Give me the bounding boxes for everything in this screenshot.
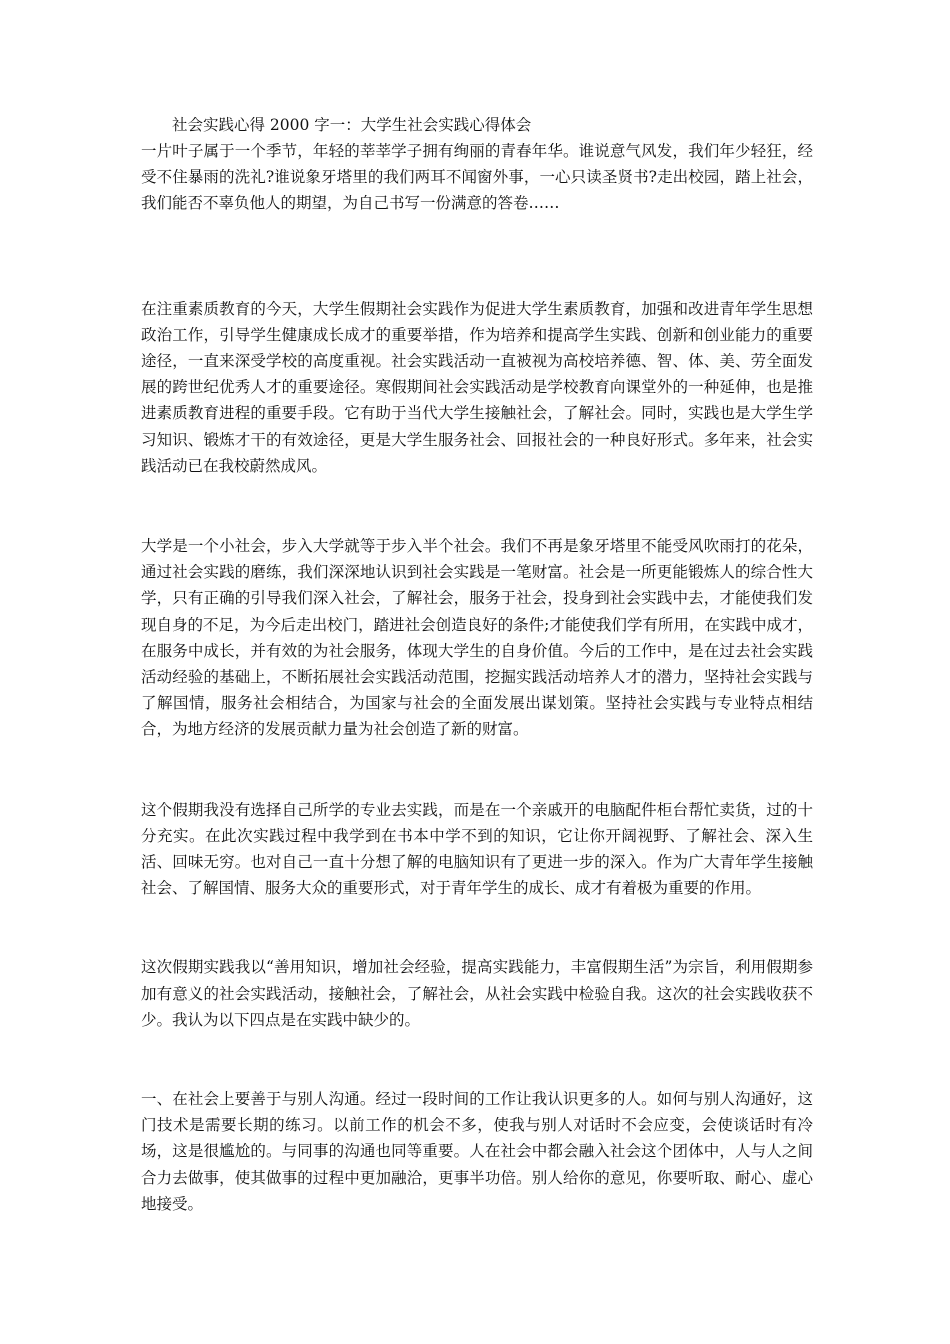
paragraph-university-society: 大学是一个小社会，步入大学就等于步入半个社会。我们不再是象牙塔里不能受风吹雨打的花朵，通过社会实践的磨练，我们深深地认识到社会实践是一笔财富。社会是一所更能锻炼人的综合性大学，只有正确的引导我们深入社会，了解社会，服务于社会，投身到社会实践中去，才能使我们发现自身的不足，为今后走出校门，踏进社会创造良好的条件;才能使我们学有所用，在实践中成才，在服务中成长，并有效的为社会服务，体现大学生的自身价值。今后的工作中，是在过去社会实践活动经验的基础上，不断拓展社会实践活动范围，挖掘实践活动培养人才的潜力，坚持社会实践与了解国情，服务社会相结合，为国家与社会的全面发展出谋划策。坚持社会实践与专业特点相结合，为地方经济的发展贡献力量为社会创造了新的财富。 [141,537,813,739]
paragraph-intro: 一片叶子属于一个季节，年轻的莘莘学子拥有绚丽的青春年华。谁说意气风发，我们年少轻狂，经受不住暴雨的洗礼?谁说象牙塔里的我们两耳不闻窗外事，一心只读圣贤书?走出校园，踏上社会，我们能否不辜负他人的期望，为自己书写一份满意的答卷…… [141,142,813,213]
document-title: 社会实践心得 2000 字一：大学生社会实践心得体会 [172,116,532,134]
paragraph-holiday-practice: 这个假期我没有选择自己所学的专业去实践，而是在一个亲戚开的电脑配件柜台帮忙卖货，过的十分充实。在此次实践过程中我学到在书本中学不到的知识，它让你开阔视野、了解社会、深入生活、回味无穷。也对自己一直十分想了解的电脑知识有了更进一步的深入。作为广大青年学生接触社会、了解国情、服务大众的重要形式，对于青年学生的成长、成才有着极为重要的作用。 [141,800,813,898]
document-page [141,112,813,1217]
paragraph-quality-education: 在注重素质教育的今天，大学生假期社会实践作为促进大学生素质教育，加强和改进青年学生思想政治工作，引导学生健康成长成才的重要举措，作为培养和提高学生实践、创新和创业能力的重要途径，一直来深受学校的高度重视。社会实践活动一直被视为高校培养德、智、体、美、劳全面发展的跨世纪优秀人才的重要途径。寒假期间社会实践活动是学校教育向课堂外的一种延伸，也是推进素质教育进程的重要手段。它有助于当代大学生接触社会，了解社会。同时，实践也是大学生学习知识、锻炼才干的有效途径，更是大学生服务社会、回报社会的一种良好形式。多年来，社会实践活动已在我校蔚然成风。 [141,299,813,475]
paragraph-point-one: 一、在社会上要善于与别人沟通。经过一段时间的工作让我认识更多的人。如何与别人沟通好，这门技术是需要长期的练习。以前工作的机会不多，使我与别人对话时不会应变，会使谈话时有冷场，这是很尴尬的。与同事的沟通也同等重要。人在社会中都会融入社会这个团体中，人与人之间合力去做事，使其做事的过程中更加融洽，更事半功倍。别人给你的意见，你要听取、耐心、虚心地接受。 [141,1090,813,1213]
paragraph-practice-purpose: 这次假期实践我以“善用知识，增加社会经验，提高实践能力，丰富假期生活”为宗旨，利用假期参加有意义的社会实践活动，接触社会，了解社会，从社会实践中检验自我。这次的社会实践收获不少。我认为以下四点是在实践中缺少的。 [141,958,813,1029]
